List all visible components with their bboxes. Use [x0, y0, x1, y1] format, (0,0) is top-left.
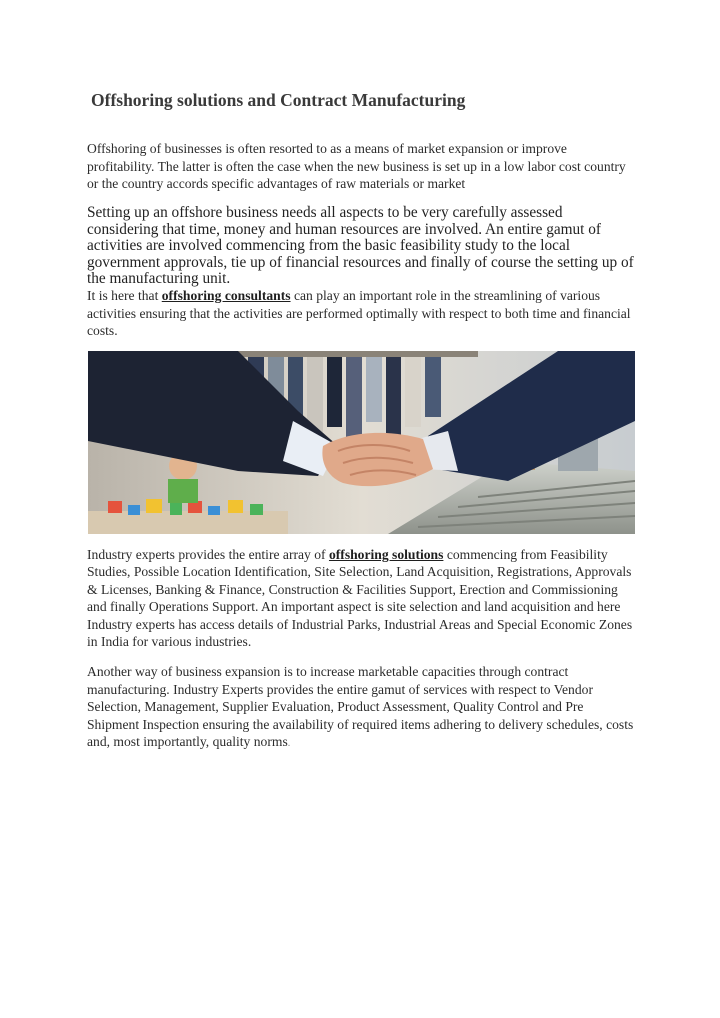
- paragraph-solutions-before: Industry experts provides the entire array of: [87, 547, 329, 562]
- paragraph-consultants-after: can play an important role in the streamlining of various activities ensuring that the activities are performed optimally with respect to both time and financial costs.: [87, 288, 631, 338]
- handshake-illustration: [88, 351, 635, 534]
- paragraph-consultants: [87, 287, 635, 340]
- handshake-photo: [88, 351, 635, 534]
- paragraph-contract-manufacturing: [87, 663, 635, 753]
- paragraph-contract-main: Another way of business expansion is to increase marketable capacities through contract manufacturing. Industry Experts provides the entire gamut of services with respect to Vendor Selection, Management, Supplier Evaluation, Product Assessment, Quality Control and Pre Shipment Inspection ensuring the availability of required items adhering to delivery schedules, costs and, most importantly, quality norms: [87, 664, 634, 750]
- paragraph-setup: Setting up an offshore business needs all aspects to be very carefully assessed considering that time, money and human resources are involved. An entire gamut of activities are involved commencing from the basic feasibility study to the local government approvals, tie up of financial resources and finally of course the setting up of the manufacturing unit.: [87, 204, 634, 288]
- paragraph-intro: Offshoring of businesses is often resorted to as a means of market expansion or improve profitability. The latter is often the case when the new business is set up in a low labor cost country or the country accords specific advantages of raw materials or market: [87, 141, 626, 192]
- paragraph-consultants-before: It is here that: [87, 288, 162, 303]
- document-title: Offshoring solutions and Contract Manufacturing: [91, 90, 466, 110]
- paragraph-solutions-after: commencing from Feasibility Studies, Possible Location Identification, Site Selection, Land Acquisition, Registrations, Approvals & Licenses, Banking & Finance, Construction & Facilities Support, Erection and Commissioning and finally Operations Support. An important aspect is site selection and land acquisition and here Industry experts has access details of Industrial Parks, Industrial Areas and Special Economic Zones in India for various industries.: [87, 547, 633, 650]
- paragraph-contract-end: .: [287, 738, 291, 750]
- paragraph-solutions: [87, 546, 635, 650]
- offshoring-solutions-link[interactable]: offshoring solutions: [328, 547, 444, 562]
- offshoring-consultants-link[interactable]: offshoring consultants: [161, 288, 291, 303]
